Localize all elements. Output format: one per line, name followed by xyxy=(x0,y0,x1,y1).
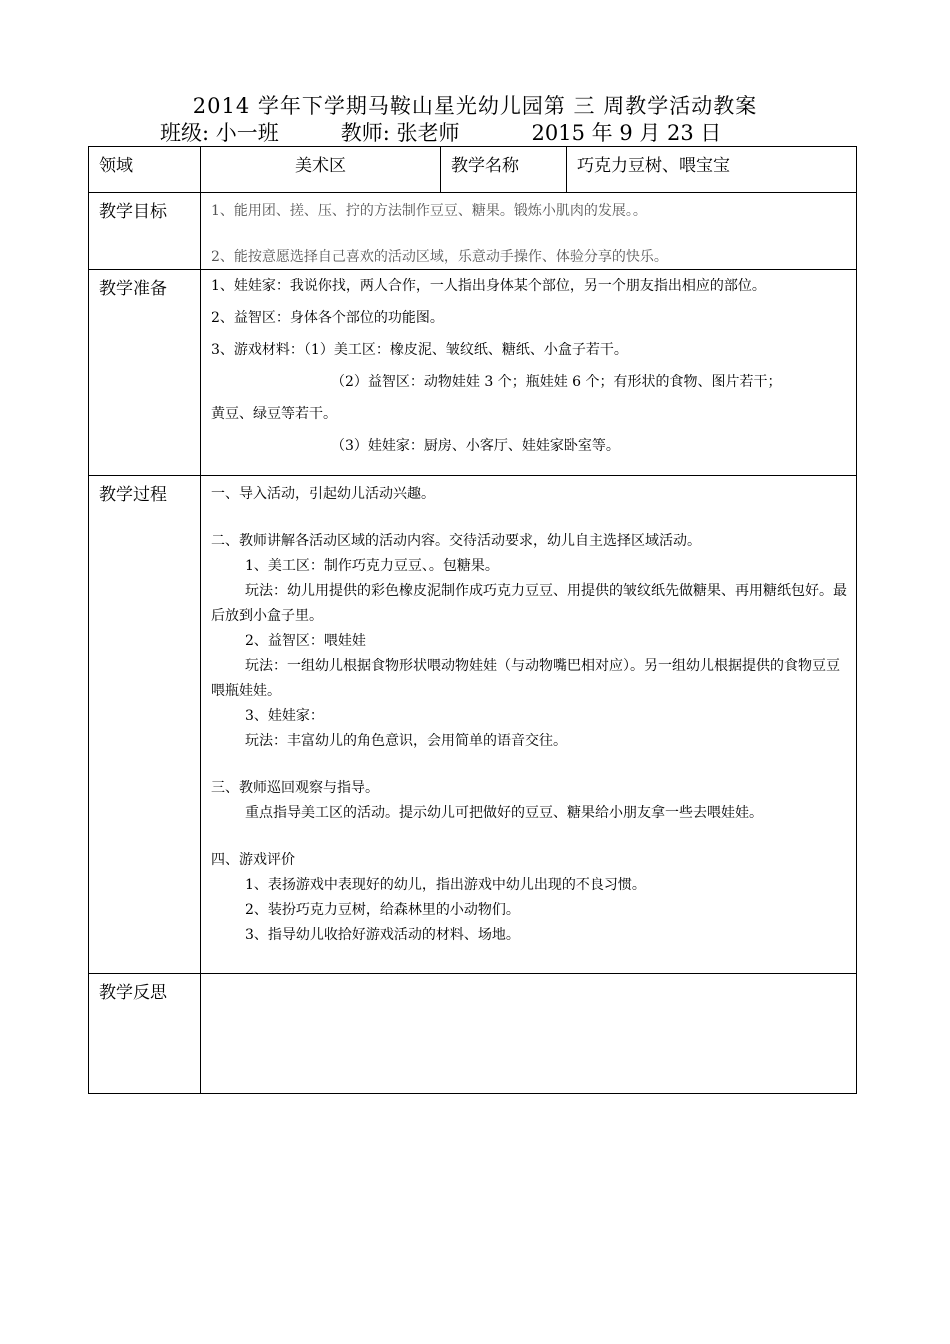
process-play: 玩法：幼儿用提供的彩色橡皮泥制作成巧克力豆豆、用提供的皱纹纸先做糖果、再用糖纸包好。最后放到小盒子里。 xyxy=(211,583,847,624)
process-step: 三、教师巡回观察与指导。 xyxy=(211,780,379,796)
subtitle xyxy=(160,118,721,148)
table-row xyxy=(89,193,857,270)
prep-line: （3）娃娃家：厨房、小客厅、娃娃家卧室等。 xyxy=(331,438,620,454)
goals-label: 教学目标 xyxy=(89,193,201,270)
process-play: 玩法：丰富幼儿的角色意识，会用简单的语音交往。 xyxy=(245,733,567,749)
date-label: 2015 年 9 月 23 日 xyxy=(531,121,722,145)
prep-label: 教学准备 xyxy=(89,270,201,476)
process-step: 四、游戏评价 xyxy=(211,852,295,868)
table-row xyxy=(89,476,857,974)
class-label: 班级: 小一班 xyxy=(160,121,279,145)
process-text: 重点指导美工区的活动。提示幼儿可把做好的豆豆、糖果给小朋友拿一些去喂娃娃。 xyxy=(245,805,763,821)
goal-item: 2、能按意愿选择自己喜欢的活动区域，乐意动手操作、体验分享的快乐。 xyxy=(211,249,668,265)
prep-line: 2、益智区：身体各个部位的功能图。 xyxy=(211,310,444,326)
table-row xyxy=(89,974,857,1094)
lesson-plan-table xyxy=(88,146,857,1094)
process-play: 玩法：一组幼儿根据食物形状喂动物娃娃（与动物嘴巴相对应）。另一组幼儿根据提供的食物豆豆喂瓶娃娃。 xyxy=(211,658,840,699)
evaluation-item: 2、装扮巧克力豆树，给森林里的小动物们。 xyxy=(245,902,520,918)
evaluation-item: 1、表扬游戏中表现好的幼儿，指出游戏中幼儿出现的不良习惯。 xyxy=(245,877,646,893)
prep-line: 黄豆、绿豆等若干。 xyxy=(211,406,337,422)
process-content xyxy=(201,476,857,974)
evaluation-item: 3、指导幼儿收拾好游戏活动的材料、场地。 xyxy=(245,927,520,943)
domain-label: 领域 xyxy=(89,147,201,193)
teacher-label: 教师: 张老师 xyxy=(340,121,460,145)
process-substep: 1、美工区：制作巧克力豆豆、。包糖果。 xyxy=(245,558,499,574)
prep-line: 3、游戏材料：（1）美工区：橡皮泥、皱纹纸、糖纸、小盒子若干。 xyxy=(211,342,628,358)
lesson-name-label: 教学名称 xyxy=(441,147,567,193)
reflection-label: 教学反思 xyxy=(89,974,201,1094)
prep-line: （2）益智区：动物娃娃 3 个；瓶娃娃 6 个；有形状的食物、图片若干； xyxy=(331,374,782,390)
lesson-name-value: 巧克力豆树、喂宝宝 xyxy=(567,147,857,193)
prep-content xyxy=(201,270,857,476)
process-step: 二、教师讲解各活动区域的活动内容。交待活动要求，幼儿自主选择区域活动。 xyxy=(211,533,701,549)
domain-value: 美术区 xyxy=(201,147,441,193)
prep-line: 1、娃娃家：我说你找，两人合作，一人指出身体某个部位，另一个朋友指出相应的部位。 xyxy=(211,278,766,294)
process-substep: 2、益智区：喂娃娃 xyxy=(245,633,366,649)
goals-content xyxy=(201,193,857,270)
process-substep: 3、娃娃家： xyxy=(245,708,324,724)
table-row xyxy=(89,147,857,193)
process-step: 一、导入活动，引起幼儿活动兴趣。 xyxy=(211,486,435,502)
reflection-content xyxy=(201,974,857,1094)
page-title: 2014 学年下学期马鞍山星光幼儿园第 三 周教学活动教案 xyxy=(192,94,758,118)
goal-item: 1、能用团、搓、压、拧的方法制作豆豆、糖果。锻炼小肌肉的发展。。 xyxy=(211,203,647,219)
process-label: 教学过程 xyxy=(89,476,201,974)
table-row xyxy=(89,270,857,476)
